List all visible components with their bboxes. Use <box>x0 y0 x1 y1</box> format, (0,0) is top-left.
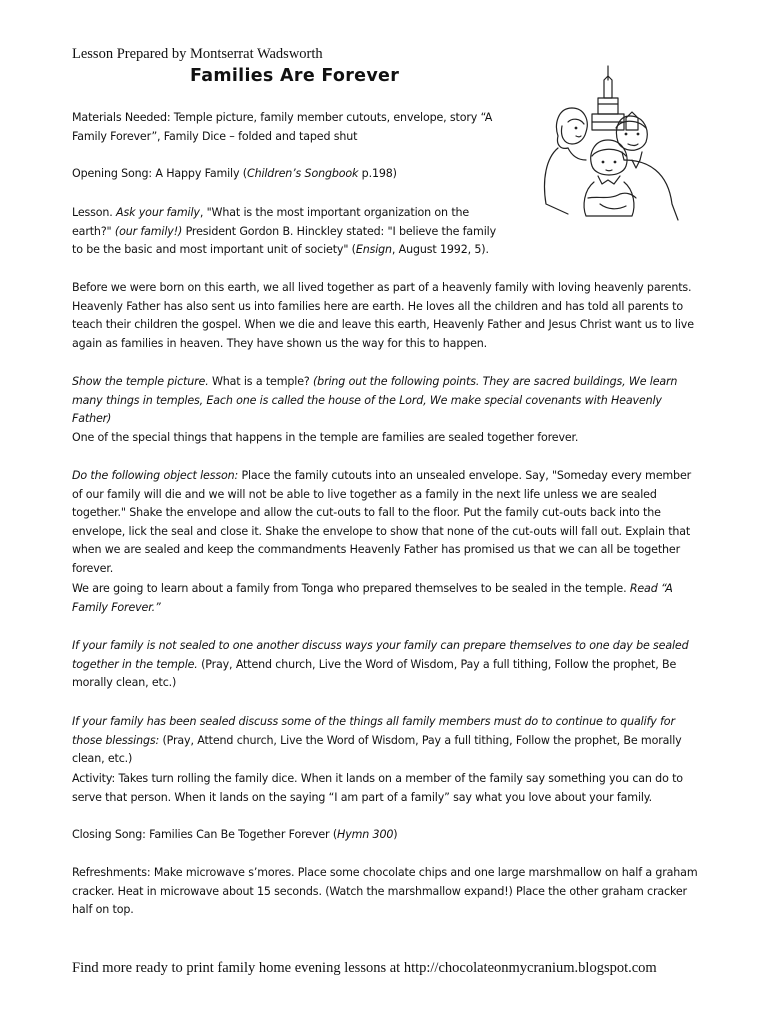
materials-paragraph: Materials Needed: Temple picture, family member cutouts, envelope, story “A Family Forever”, Family Dice – folded and taped shut <box>72 111 493 143</box>
object-lesson-paragraph: Do the following object lesson: Place the family cutouts into an unsealed envelope. Say, "Someday every member of our family will die and we will not be able to live together as a family in the next life unless we are sealed together." Shake the envelope and allow the cut-outs to fall to the floor. Put the family cut-outs back into the envelope, lick the seal and close it. Shake the envelope to show that none of the cut-outs will fall out. Explain that when we are sealed and keep the commandments Heavenly Father has promised us that we can all be together forever. <box>72 469 692 575</box>
heavenly-family-paragraph: Before we were born on this earth, we all lived together as part of a heavenly family with loving heavenly parents. Heavenly Father has also sent us into families here are earth. He loves all the children and has told all parents to teach their children the gospel. When we die and leave this earth, Heavenly Father and Jesus Christ want us to live again as families in heaven. They have shown us the way for this to happen. <box>72 281 694 350</box>
page-title: Families Are Forever <box>190 66 400 86</box>
activity-paragraph: Activity: Takes turn rolling the family dice. When it lands on a member of the family say something you can do to serve that person. When it lands on the saying “I am part of a family” say what you love about your family. <box>72 772 683 804</box>
opening-song-paragraph: Opening Song: A Happy Family (Children’s Songbook p.198) <box>72 167 397 180</box>
refreshments-paragraph: Refreshments: Make microwave s’mores. Place some chocolate chips and one large marshmallow on half a graham cracker. Heat in microwave about 15 seconds. (Watch the marshmallow expand!) Place the other graham cracker half on top. <box>72 866 698 917</box>
family-temple-illustration <box>528 64 690 224</box>
closing-song-paragraph: Closing Song: Families Can Be Together Forever (Hymn 300) <box>72 828 398 841</box>
prepared-by-line: Lesson Prepared by Montserrat Wadsworth <box>72 46 323 62</box>
tonga-paragraph: We are going to learn about a family from Tonga who prepared themselves to be sealed in the temple. Read “A Family Forever.” <box>72 582 673 614</box>
not-sealed-paragraph: If your family is not sealed to one another discuss ways your family can prepare themselves to one day be sealed together in the temple. (Pray, Attend church, Live the Word of Wisdom, Pay a full tithing, Follow the prophet, Be morally clean, etc.) <box>72 639 689 690</box>
lesson-intro-paragraph: Lesson. Ask your family, "What is the most important organization on the earth?" (our family!) President Gordon B. Hinckley stated: "I believe the family to be the basic and most important unit of society" (Ensign, August 1992, 5). <box>72 206 496 257</box>
has-sealed-paragraph: If your family has been sealed discuss some of the things all family members must do to continue to qualify for those blessings: (Pray, Attend church, Live the Word of Wisdom, Pay a full tithing, Follow the prophet, Be morally clean, etc.) <box>72 715 682 766</box>
sealed-paragraph: One of the special things that happens in the temple are families are sealed together forever. <box>72 431 579 444</box>
temple-paragraph: Show the temple picture. What is a temple? (bring out the following points. They are sacred buildings, We learn many things in temples, Each one is called the house of the Lord, We make special covenants with Heavenly Father) <box>72 375 678 426</box>
footer-link-text: Find more ready to print family home evening lessons at http://chocolateonmycranium.blogspot.com <box>72 960 657 976</box>
